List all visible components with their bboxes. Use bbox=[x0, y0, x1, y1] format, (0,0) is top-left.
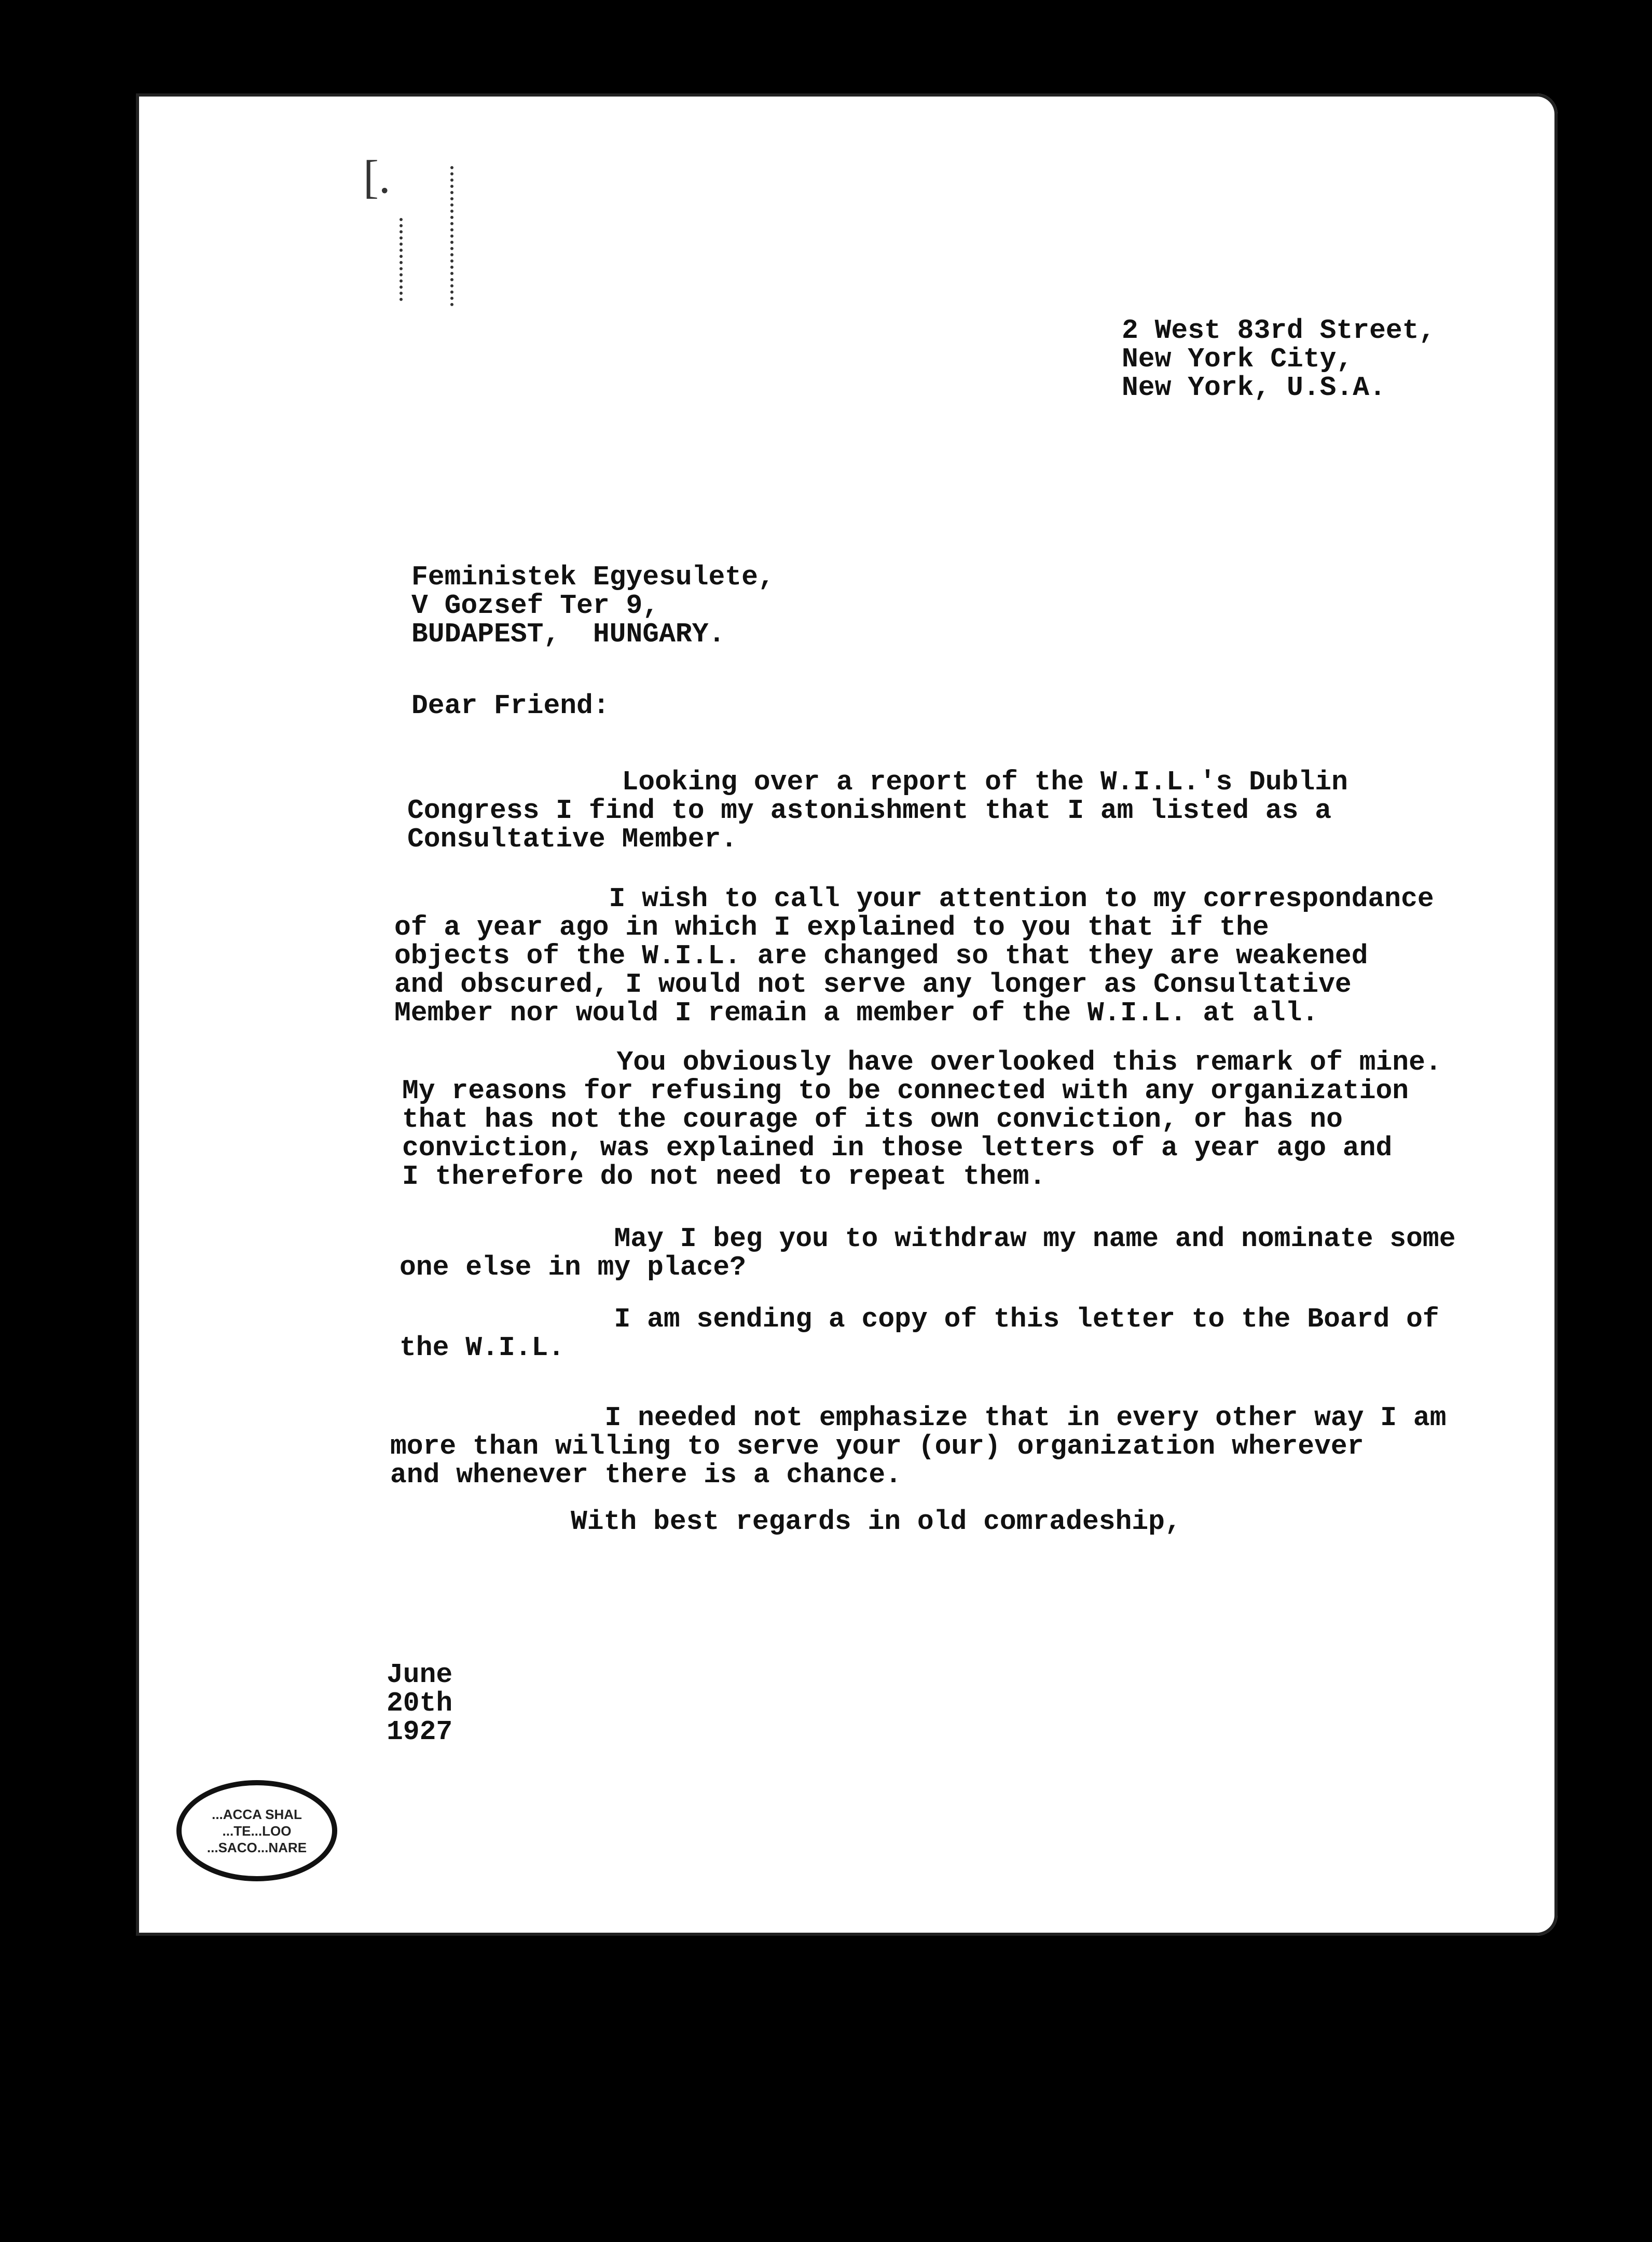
paragraph-6 bbox=[390, 1404, 1447, 1489]
return-address bbox=[1122, 317, 1435, 402]
recipient-line: Feministek Egyesulete, bbox=[411, 562, 775, 593]
text-line: and obscured, I would not serve any longer as Consultative bbox=[394, 969, 1352, 1000]
address-line: New York, U.S.A. bbox=[1122, 372, 1386, 403]
punch-marks bbox=[450, 166, 457, 306]
text-line: Congress I find to my astonishment that I am listed as a bbox=[407, 795, 1332, 826]
text-line: May I beg you to withdraw my name and nominate some bbox=[400, 1223, 1456, 1254]
date bbox=[387, 1661, 452, 1746]
text-line: Consultative Member. bbox=[407, 824, 738, 855]
text-line: I needed not emphasize that in every other way I am bbox=[390, 1402, 1447, 1433]
handwritten-mark: [. bbox=[363, 152, 391, 203]
text-line: You obviously have overlooked this remark of mine. bbox=[402, 1047, 1442, 1078]
text-line: Looking over a report of the W.I.L.'s Dublin bbox=[407, 767, 1348, 798]
text-line: more than willing to serve your (our) organization wherever bbox=[390, 1431, 1364, 1462]
text-line: I therefore do not need to repeat them. bbox=[402, 1161, 1046, 1192]
stamp-line: ...SACO...NARE bbox=[206, 1839, 307, 1855]
text-line: that has not the courage of its own conviction, or has no bbox=[402, 1104, 1343, 1135]
salutation: Dear Friend: bbox=[411, 690, 610, 721]
paragraph-5 bbox=[400, 1305, 1439, 1362]
text-line: and whenever there is a chance. bbox=[390, 1459, 902, 1491]
stamp-line: ...ACCA SHAL bbox=[212, 1806, 302, 1822]
address-line: New York City, bbox=[1122, 344, 1353, 375]
recipient-address bbox=[411, 563, 775, 649]
text-line: I am sending a copy of this letter to the Board of bbox=[400, 1304, 1439, 1335]
text-line: My reasons for refusing to be connected with any organization bbox=[402, 1075, 1409, 1106]
address-line: 2 West 83rd Street, bbox=[1122, 315, 1436, 346]
date-line: 1927 bbox=[387, 1716, 453, 1747]
text-line: of a year ago in which I explained to you that if the bbox=[394, 912, 1269, 943]
stamp-line: ...TE...LOO bbox=[222, 1823, 292, 1839]
date-line: June bbox=[387, 1659, 453, 1690]
recipient-line: V Gozsef Ter 9, bbox=[411, 590, 659, 621]
text-line: Member nor would I remain a member of the W.I.L. at all. bbox=[394, 997, 1319, 1029]
closing: With best regards in old comradeship, bbox=[571, 1506, 1181, 1537]
recipient-line: BUDAPEST, HUNGARY. bbox=[411, 619, 725, 650]
paragraph-4 bbox=[400, 1225, 1456, 1282]
text-line: the W.I.L. bbox=[400, 1332, 565, 1363]
paragraph-1 bbox=[407, 768, 1348, 854]
date-line: 20th bbox=[387, 1688, 453, 1719]
text-line: conviction, was explained in those letters of a year ago and bbox=[402, 1132, 1393, 1164]
text-line: I wish to call your attention to my correspondance bbox=[394, 883, 1434, 914]
text-line: objects of the W.I.L. are changed so that they are weakened bbox=[394, 940, 1368, 972]
paragraph-2 bbox=[394, 885, 1434, 1028]
archive-stamp bbox=[176, 1780, 337, 1881]
paragraph-3 bbox=[402, 1048, 1442, 1191]
punch-marks bbox=[400, 218, 406, 301]
text-line: one else in my place? bbox=[400, 1252, 746, 1283]
